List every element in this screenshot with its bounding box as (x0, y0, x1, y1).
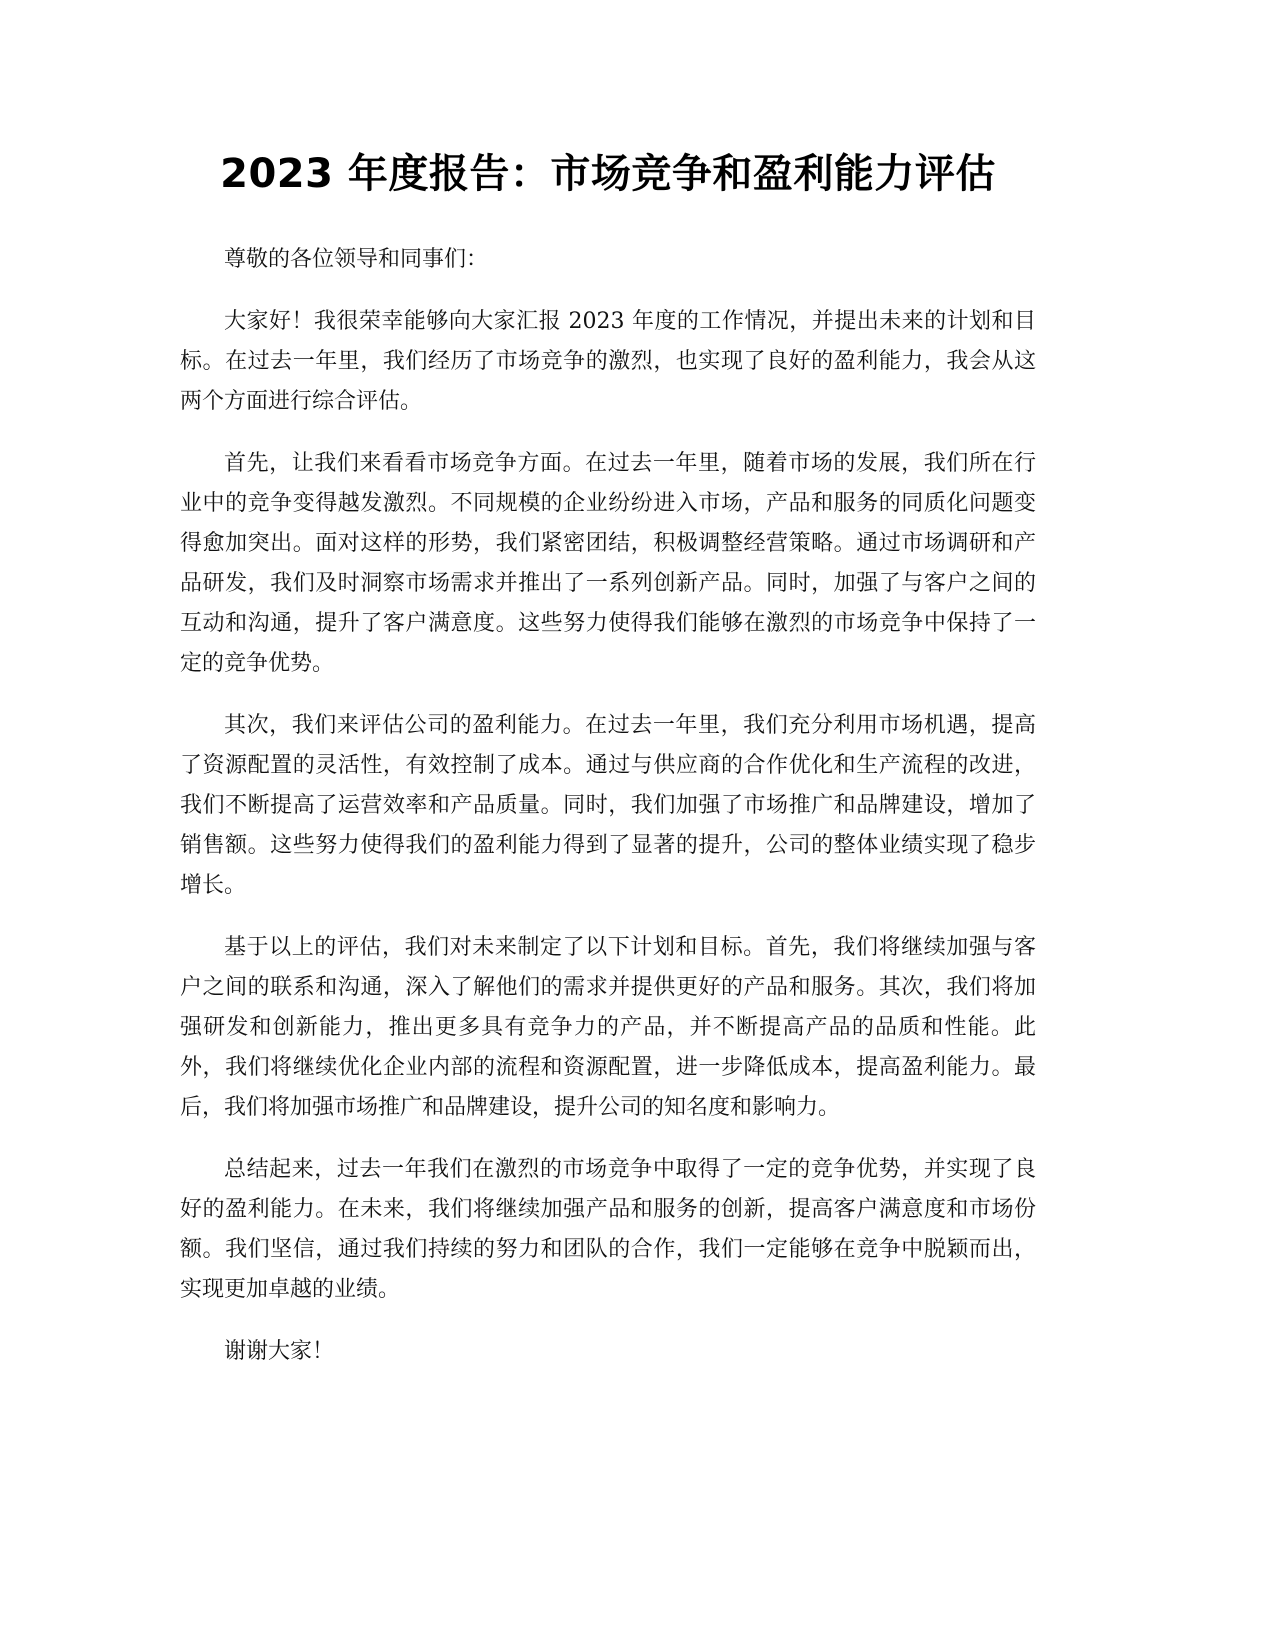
body-paragraph-intro: 大家好！我很荣幸能够向大家汇报 2023 年度的工作情况，并提出未来的计划和目标。在过去一年里，我们经历了市场竞争的激烈，也实现了良好的盈利能力，我会从这两个方面进行综合评估。 (180, 309, 1036, 414)
body-paragraph-future-plans: 基于以上的评估，我们对未来制定了以下计划和目标。首先，我们将继续加强与客户之间的联系和沟通，深入了解他们的需求并提供更好的产品和服务。其次，我们将加强研发和创新能力，推出更多具有竞争力的产品，并不断提高产品的品质和性能。此外，我们将继续优化企业内部的流程和资源配置，进一步降低成本，提高盈利能力。最后，我们将加强市场推广和品牌建设，提升公司的知名度和影响力。 (180, 935, 1036, 1120)
body-paragraph-profitability: 其次，我们来评估公司的盈利能力。在过去一年里，我们充分利用市场机遇，提高了资源配置的灵活性，有效控制了成本。通过与供应商的合作优化和生产流程的改进，我们不断提高了运营效率和产品质量。同时，我们加强了市场推广和品牌建设，增加了销售额。这些努力使得我们的盈利能力得到了显著的提升，公司的整体业绩实现了稳步增长。 (180, 713, 1036, 898)
document-page (180, 150, 1036, 1372)
document-title: 2023 年度报告：市场竞争和盈利能力评估 (220, 151, 996, 197)
body-paragraph-summary: 总结起来，过去一年我们在激烈的市场竞争中取得了一定的竞争优势，并实现了良好的盈利能力。在未来，我们将继续加强产品和服务的创新，提高客户满意度和市场份额。我们坚信，通过我们持续的努力和团队的合作，我们一定能够在竞争中脱颖而出，实现更加卓越的业绩。 (180, 1157, 1036, 1302)
closing-paragraph: 谢谢大家！ (224, 1339, 335, 1364)
salutation-paragraph: 尊敬的各位领导和同事们： (224, 247, 489, 272)
body-paragraph-market-competition: 首先，让我们来看看市场竞争方面。在过去一年里，随着市场的发展，我们所在行业中的竞争变得越发激烈。不同规模的企业纷纷进入市场，产品和服务的同质化问题变得愈加突出。面对这样的形势，我们紧密团结，积极调整经营策略。通过市场调研和产品研发，我们及时洞察市场需求并推出了一系列创新产品。同时，加强了与客户之间的互动和沟通，提升了客户满意度。这些努力使得我们能够在激烈的市场竞争中保持了一定的竞争优势。 (180, 451, 1036, 676)
